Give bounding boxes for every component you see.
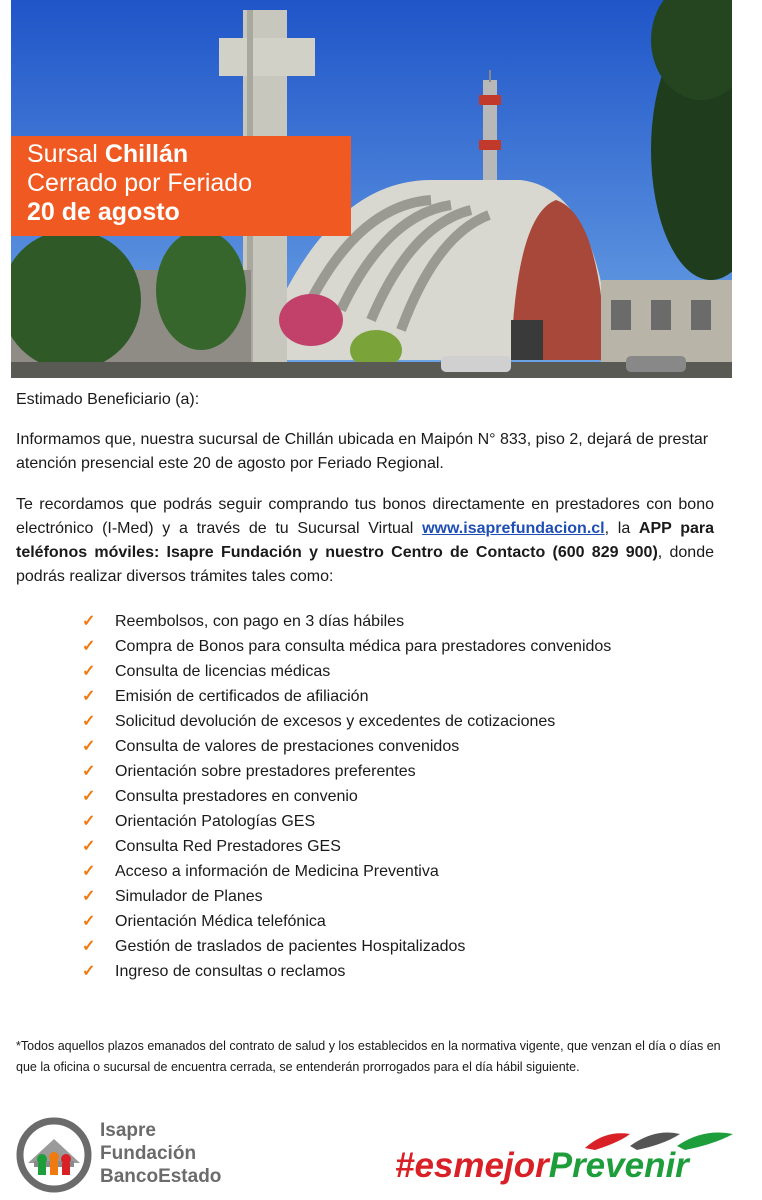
logo-line-3: BancoEstado	[100, 1166, 222, 1187]
list-item-label: Gestión de traslados de pacientes Hospitalizados	[115, 938, 466, 955]
check-icon: ✓	[82, 688, 96, 705]
logo-line-1: Isapre	[100, 1120, 156, 1141]
banner-branch-name: Chillán	[104, 140, 189, 168]
paragraph-alternatives-bold: APP para teléfonos móviles: Isapre Fundación y nuestro Centro de Contacto (600 829 900)	[16, 520, 715, 561]
greeting: Estimado Beneficiario (a):	[16, 391, 200, 408]
list-item-label: Acceso a información de Medicina Preventiva	[115, 863, 439, 880]
list-item	[82, 834, 611, 859]
list-item	[82, 784, 611, 809]
list-item	[82, 609, 611, 634]
isapre-logo-icon	[16, 1115, 94, 1195]
check-icon: ✓	[82, 863, 96, 880]
list-item	[82, 909, 611, 934]
list-item	[82, 759, 611, 784]
list-item	[82, 659, 611, 684]
services-checklist	[82, 609, 611, 984]
banner-branch-prefix: Sursal	[27, 140, 105, 168]
list-item-label: Orientación Patologías GES	[115, 813, 316, 830]
check-icon: ✓	[82, 738, 96, 755]
check-icon: ✓	[82, 913, 96, 930]
list-item-label: Emisión de certificados de afiliación	[115, 688, 369, 705]
paragraph-alternatives-text-2: , la	[604, 520, 639, 537]
banner-line-2: Cerrado por Feriado	[27, 169, 253, 197]
list-item-label: Consulta de licencias médicas	[115, 663, 331, 680]
list-item	[82, 634, 611, 659]
list-item-label: Orientación sobre prestadores preferentes	[115, 763, 416, 780]
hashtag-red-part: #esmejor	[395, 1146, 549, 1185]
check-icon: ✓	[82, 888, 96, 905]
logo-line-2: Fundación	[100, 1143, 197, 1164]
banner-line-1	[27, 140, 351, 169]
list-item	[82, 709, 611, 734]
website-link[interactable]: www.isaprefundacion.cl	[422, 520, 605, 537]
check-icon: ✓	[82, 813, 96, 830]
list-item-label: Compra de Bonos para consulta médica para prestadores convenidos	[115, 638, 612, 655]
list-item-label: Ingreso de consultas o reclamos	[115, 963, 346, 980]
list-item-label: Consulta prestadores en convenio	[115, 788, 358, 805]
list-item-label: Orientación Médica telefónica	[115, 913, 326, 930]
closure-banner	[11, 136, 351, 236]
list-item	[82, 734, 611, 759]
paragraph-alternatives	[16, 493, 714, 589]
isapre-fundacion-logo	[16, 1115, 256, 1195]
check-icon: ✓	[82, 638, 96, 655]
check-icon: ✓	[82, 963, 96, 980]
paragraph-alternatives-text-1: Te recordamos que podrás seguir comprando tus bonos directamente en prestadores con bono electrónico (I-Med) y a través de tu Sucursal Virtual	[16, 496, 714, 537]
list-item-label: Simulador de Planes	[115, 888, 263, 905]
list-item-label: Reembolsos, con pago en 3 días hábiles	[115, 613, 405, 630]
list-item	[82, 859, 611, 884]
list-item-label: Solicitud devolución de excesos y excedentes de cotizaciones	[115, 713, 556, 730]
list-item	[82, 884, 611, 909]
hashtag-green-part: Prevenir	[548, 1146, 689, 1185]
paragraph-alternatives-text-3: , donde podrás realizar diversos trámites tales como:	[16, 544, 714, 585]
list-item-label: Consulta de valores de prestaciones convenidos	[115, 738, 460, 755]
logo-wordmark	[100, 1119, 221, 1188]
list-item	[82, 809, 611, 834]
banner-date: 20 de agosto	[27, 198, 180, 226]
paragraph-closure-notice: Informamos que, nuestra sucursal de Chillán ubicada en Maipón N° 833, piso 2, dejará de prestar atención presencial este 20 de agosto por Feriado Regional.	[16, 431, 709, 472]
check-icon: ✓	[82, 938, 96, 955]
list-item	[82, 959, 611, 984]
check-icon: ✓	[82, 763, 96, 780]
check-icon: ✓	[82, 838, 96, 855]
list-item	[82, 934, 611, 959]
hashtag-esmejorprevenir	[395, 1128, 735, 1190]
footnote: *Todos aquellos plazos emanados del contrato de salud y los establecidos en la normativa vigente, que venzan el día o días en que la oficina o sucursal de encuentra cerrada, se entenderán prorrogados para el día hábil siguiente.	[16, 1039, 721, 1074]
check-icon: ✓	[82, 663, 96, 680]
hashtag-text	[395, 1146, 689, 1186]
check-icon: ✓	[82, 713, 96, 730]
check-icon: ✓	[82, 613, 96, 630]
list-item-label: Consulta Red Prestadores GES	[115, 838, 341, 855]
check-icon: ✓	[82, 788, 96, 805]
list-item	[82, 684, 611, 709]
